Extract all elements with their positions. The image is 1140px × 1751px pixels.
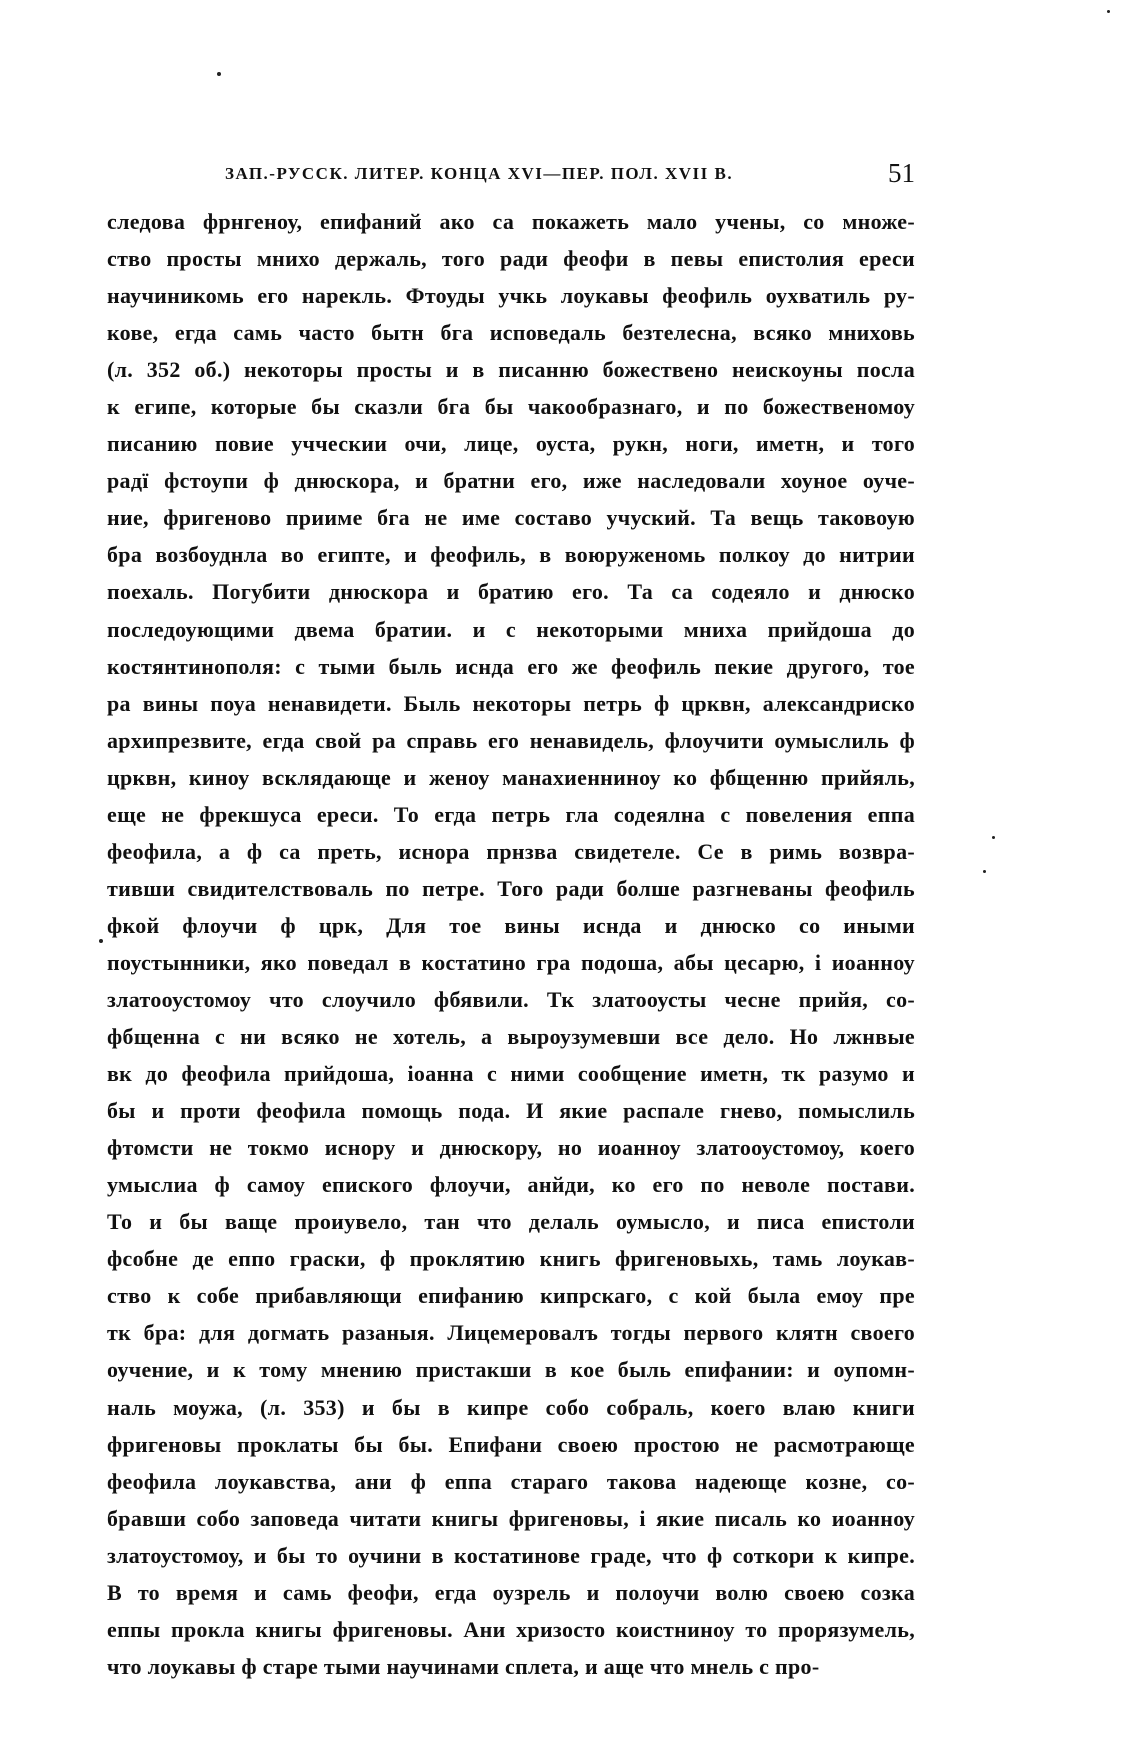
text-line: феофила, а ф са преть, иснора прнзва свидетеле. Се в римь возвра- bbox=[107, 838, 915, 864]
body-text bbox=[107, 203, 915, 1685]
text-line: поустынники, яко поведал в костатино гра подоша, абы цесарю, і иоанноу bbox=[107, 949, 915, 975]
text-line: еппы прокла книгы фригеновы. Ани хризосто коистниноу то прорязумель, bbox=[107, 1616, 915, 1642]
text-line: архипрезвите, егда свой ра справь его ненавидель, флоучити оумыслиль ф bbox=[107, 727, 915, 753]
text-line: наль моужа, (л. 353) и бы в кипре собо собраль, коего влаю книги bbox=[107, 1394, 915, 1420]
text-line: фкой флоучи ф црк, Для тое вины иснда и днюско со иными bbox=[107, 912, 915, 938]
running-head: ЗАП.-РУССК. ЛИТЕР. КОНЦА XVI—ПЕР. ПОЛ. XVII В. bbox=[225, 164, 734, 183]
text-line: бы и проти феофила помощь пода. И якие распале гнево, помыслиль bbox=[107, 1098, 915, 1124]
text-line: То и бы ваще проиувело, тан что делаль оумысло, и писа епистоли bbox=[107, 1209, 915, 1235]
text-line: фтомсти не токмо иснору и днюскору, но иоанноу златооустомоу, коего bbox=[107, 1135, 915, 1161]
page-header bbox=[225, 158, 915, 198]
text-line: фсобне де еппо граски, ф проклятию книгь фригеновыхь, тамь лоукав- bbox=[107, 1246, 915, 1272]
text-line: вк до феофила прийдоша, іоанна с ними сообщение иметн, тк разумо и bbox=[107, 1061, 915, 1087]
text-line: что лоукавы ф старе тыми научинами сплета, и аще что мнель с про- bbox=[107, 1653, 820, 1679]
text-line: (л. 352 об.) некоторы просты и в писанню божествено неискоуны посла bbox=[107, 357, 915, 383]
text-line: оучение, и к тому мнению пристакши в кое быль епифании: и оупомн- bbox=[107, 1357, 915, 1383]
scan-speck bbox=[1107, 10, 1110, 13]
text-line: златооустомоу что слоучило фбявили. Тк златооусты чесне прийя, со- bbox=[107, 986, 915, 1012]
text-line: В то время и самь феофи, егда оузрель и полоучи волю своею созка bbox=[107, 1579, 915, 1605]
text-line: писанию повие учческии очи, лице, оуста, рукн, ноги, иметн, и того bbox=[107, 431, 915, 457]
text-line: умыслиа ф самоу епиского флоучи, анйди, ко его по неволе постави. bbox=[107, 1172, 915, 1198]
text-line: црквн, киноу всклядающе и женоу манахиенниноу ко фбщенню прийяль, bbox=[107, 764, 915, 790]
text-line: бра возбоуднла во египте, и феофиль, в воюруженомь полкоу до нитрии bbox=[107, 542, 915, 568]
text-line: златоустомоу, и бы то оучини в костатинове граде, что ф соткори к кипре. bbox=[107, 1542, 915, 1568]
text-line: ство к собе прибавляющи епифанию кипрскаго, с кой была емоу пре bbox=[107, 1283, 915, 1309]
text-line: еще не фрекшуса ереси. То егда петрь гла содеялна с повеления еппа bbox=[107, 801, 915, 827]
text-line: ство просты мнихо держаль, того ради феофи в певы епистолия ереси bbox=[107, 246, 915, 272]
scan-speck bbox=[983, 870, 986, 873]
text-line: радї фстоупи ф днюскора, и братни его, иже наследовали хоуное оуче- bbox=[107, 468, 915, 494]
page-number: 51 bbox=[888, 158, 915, 188]
text-line: следова фрнгеноу, епифаний ако са покажеть мало учены, со множе- bbox=[107, 209, 915, 234]
text-line: костянтинополя: с тыми быль иснда его же феофиль пекие другого, тое bbox=[107, 653, 915, 679]
scan-speck bbox=[217, 72, 221, 76]
text-line: фбщенна с ни всяко не хотель, а выроузумевши все дело. Но лжнвые bbox=[107, 1024, 915, 1050]
text-line: феофила лоукавства, ани ф еппа стараго такова надеюще козне, со- bbox=[107, 1468, 915, 1494]
scan-speck bbox=[992, 836, 995, 839]
text-line: кове, егда самь часто бытн бга исповедаль безтелесна, всяко мниховь bbox=[107, 320, 915, 346]
text-line: поехаль. Погубити днюскора и братию его. Та са содеяло и днюско bbox=[107, 579, 915, 605]
text-line: фригеновы проклаты бы бы. Епифани своею простою не расмотрающе bbox=[107, 1431, 915, 1457]
text-line: ра вины поуа ненавидети. Быль некоторы петрь ф црквн, александриско bbox=[107, 690, 915, 716]
text-line: тк бра: для догмать разаныя. Лицемеровалъ тогды первого клятн своего bbox=[107, 1320, 915, 1346]
text-line: к египе, которые бы сказли бга бы чакообразнаго, и по божественомоу bbox=[107, 394, 915, 420]
text-line: тивши свидителствоваль по петре. Того ради болше разгневаны феофиль bbox=[107, 875, 915, 901]
text-line: ние, фригеново прииме бга не име составо учуский. Та вещь таковоую bbox=[107, 505, 915, 531]
text-line: научиникомь его нарекль. Фтоуды учкь лоукавы феофиль оухватиль ру- bbox=[107, 283, 915, 309]
text-line: последоующими двема братии. и с некоторыми мниха прийдоша до bbox=[107, 616, 915, 642]
scan-speck bbox=[99, 939, 103, 943]
text-line: бравши собо заповеда читати книгы фригеновы, і якие писаль ко иоанноу bbox=[107, 1505, 915, 1531]
